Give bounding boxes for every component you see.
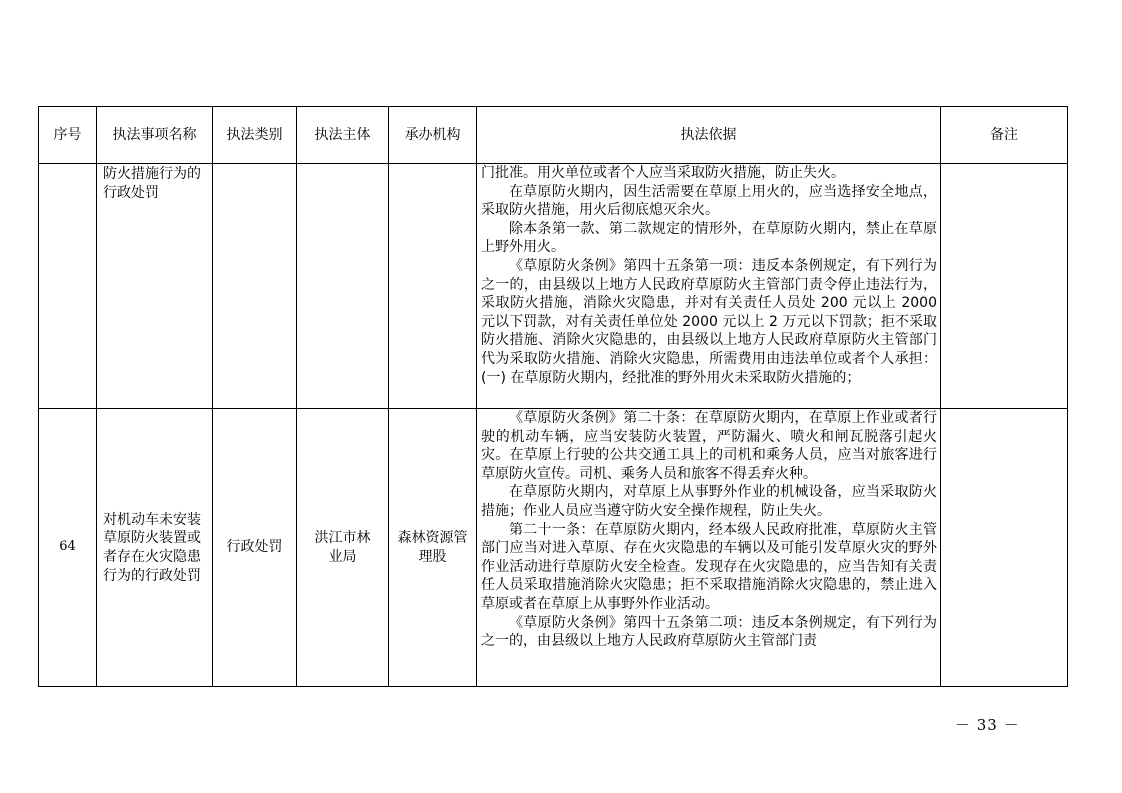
header-item-name: 执法事项名称 [97, 107, 213, 164]
page-number: － 33 － [955, 716, 1020, 734]
subject-cell [297, 164, 389, 409]
header-category: 执法类别 [213, 107, 297, 164]
basis-paragraph: 在草原防火期内，对草原上从事野外作业的机械设备，应当采取防火措施；作业人员应当遵守防火安全操作规程，防止失火。 [481, 484, 937, 519]
remark-cell [941, 409, 1068, 687]
basis-paragraph: 门批准。用火单位或者个人应当采取防火措施，防止失火。 [481, 165, 845, 181]
enforcement-items-table [38, 106, 1068, 687]
basis-paragraph: 在草原防火期内，因生活需要在草原上用火的，应当选择安全地点，采取防火措施，用火后彻底熄灭余火。 [481, 183, 937, 219]
document-page [38, 106, 1068, 687]
header-agency: 承办机构 [389, 107, 477, 164]
table-header-row [39, 107, 1068, 164]
seq-cell [39, 164, 97, 409]
basis-paragraph: 除本条第一款、第二款规定的情形外，在草原防火期内，禁止在草原上野外用火。 [481, 220, 937, 256]
seq-cell: 64 [39, 409, 97, 687]
agency-cell: 森林资源管理股 [389, 409, 477, 687]
basis-paragraph: 《草原防火条例》第四十五条第一项：违反本条例规定，有下列行为之一的，由县级以上地方人民政府草原防火主管部门责令停止违法行为，采取防火措施，消除火灾隐患，并对有关责任人员处 200 元以上 2000 元以下罚款，对有关责任单位处 2000 元以上 2 万元以下罚款；拒不采取防火措施、消除火灾隐患的，由县级以上地方人民政府草原防火主管部门代为采取防火措施、消除火灾隐患，所需费用由违法单位或者个人承担：(一) 在草原防火期内，经批准的野外用火未采取防火措施的； [481, 257, 937, 386]
item-name-cell: 对机动车未安装草原防火装置或者存在火灾隐患行为的行政处罚 [97, 409, 213, 687]
table-row [39, 409, 1068, 687]
remark-cell [941, 164, 1068, 409]
header-seq: 序号 [39, 107, 97, 164]
basis-paragraph: 《草原防火条例》第二十条：在草原防火期内，在草原上作业或者行驶的机动车辆，应当安装防火装置，严防漏火、喷火和闸瓦脱落引起火灾。在草原上行驶的公共交通工具上的司机和乘务人员，应当对旅客进行草原防火宣传。司机、乘务人员和旅客不得丢弃火种。 [481, 410, 937, 482]
category-cell: 行政处罚 [213, 409, 297, 687]
subject-cell: 洪江市林业局 [297, 409, 389, 687]
header-subject: 执法主体 [297, 107, 389, 164]
table-row [39, 164, 1068, 409]
header-remark: 备注 [941, 107, 1068, 164]
header-basis: 执法依据 [477, 107, 941, 164]
basis-cell [477, 409, 941, 687]
basis-paragraph: 第二十一条：在草原防火期内，经本级人民政府批准，草原防火主管部门应当对进入草原、存在火灾隐患的车辆以及可能引发草原火灾的野外作业活动进行草原防火安全检查。发现存在火灾隐患的，应当告知有关责任人员采取措施消除火灾隐患；拒不采取措施消除火灾隐患的，禁止进入草原或者在草原上从事野外作业活动。 [481, 521, 937, 612]
basis-cell [477, 164, 941, 409]
agency-cell [389, 164, 477, 409]
category-cell [213, 164, 297, 409]
basis-paragraph: 《草原防火条例》第四十五条第二项：违反本条例规定，有下列行为之一的，由县级以上地方人民政府草原防火主管部门责 [481, 614, 937, 650]
item-name-cell: 防火措施行为的行政处罚 [97, 164, 213, 409]
